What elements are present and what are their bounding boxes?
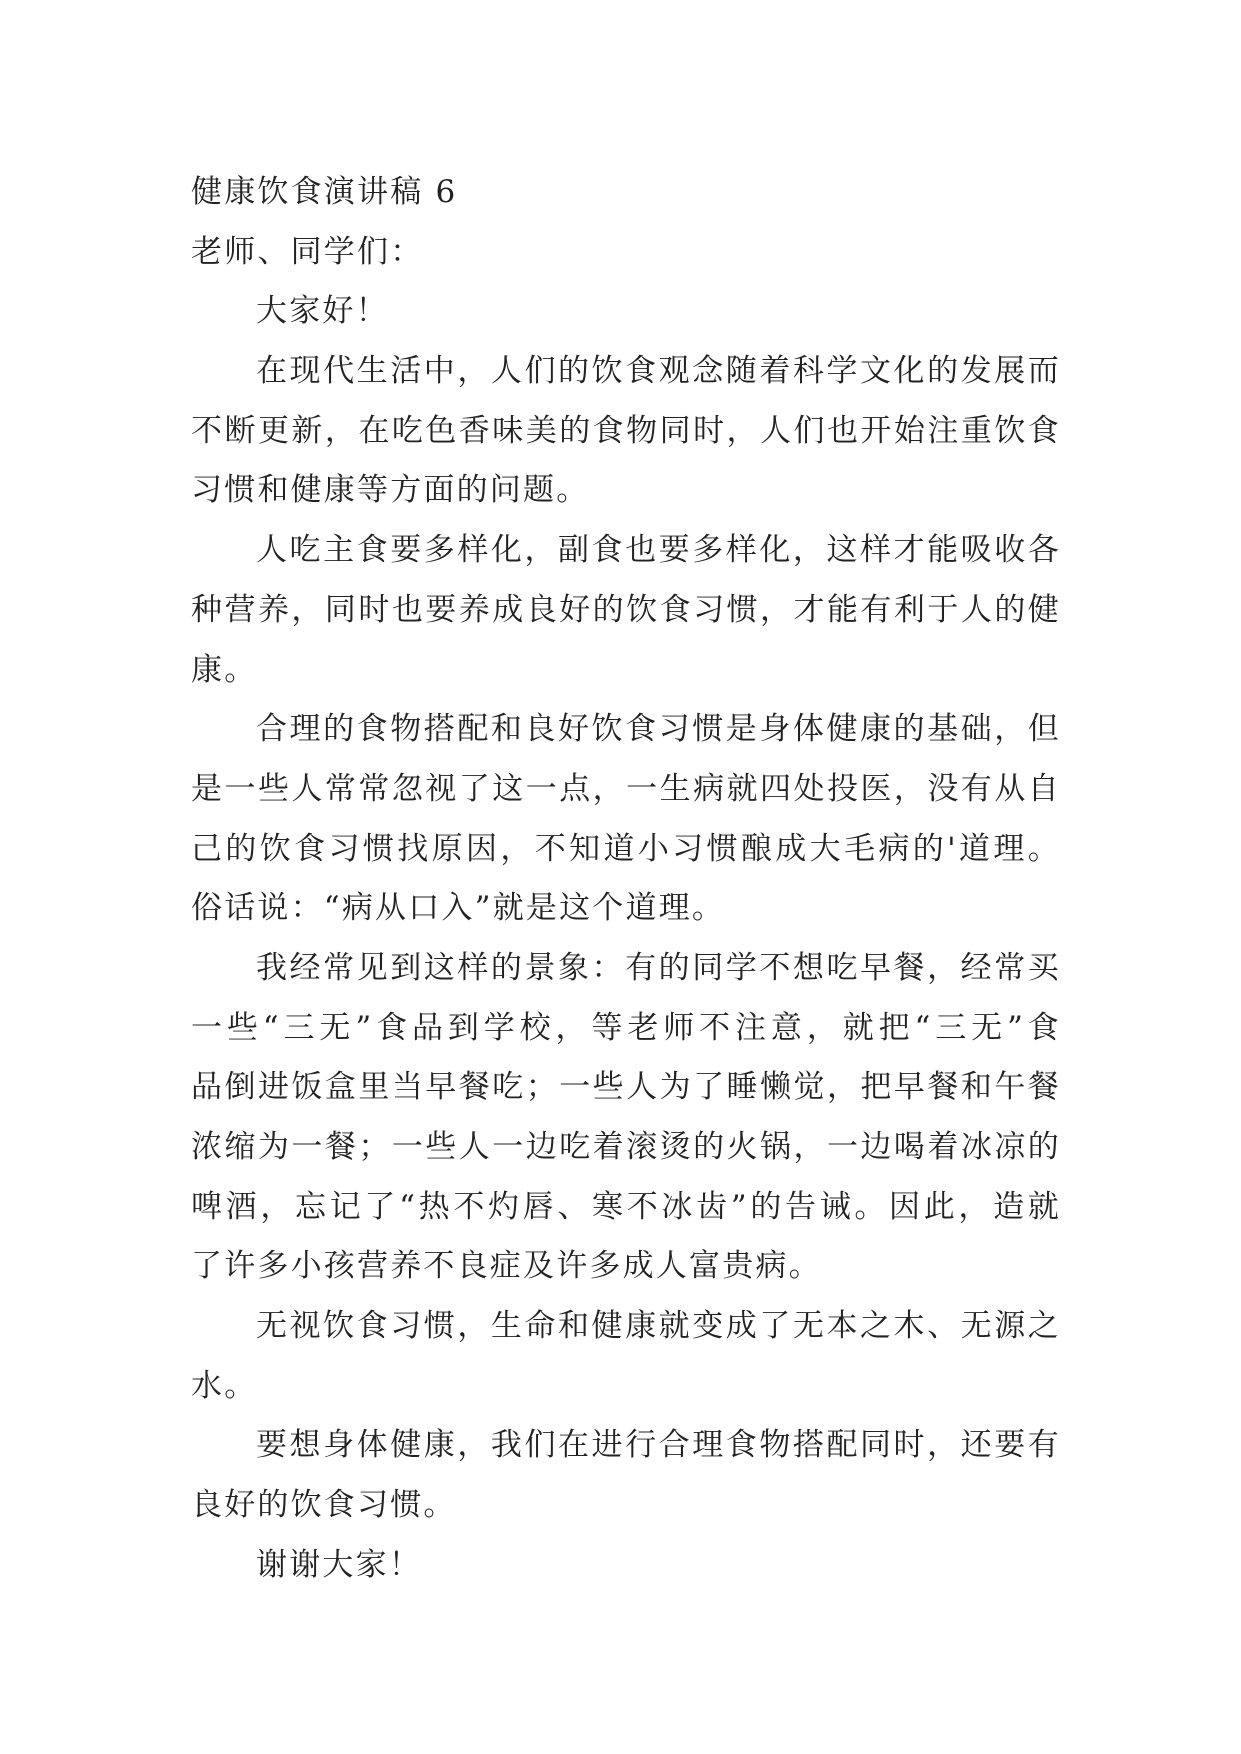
paragraph-line: 习惯和健康等方面的问题。 <box>191 472 590 509</box>
paragraph-line: 浓缩为一餐；一些人一边吃着滚烫的火锅，一边喝着冰凉的 <box>191 1129 1061 1165</box>
paragraph-line: 良好的饮食习惯。 <box>191 1487 457 1524</box>
paragraph-line: 了许多小孩营养不良症及许多成人富贵病。 <box>191 1248 822 1285</box>
paragraph-6 <box>191 1416 1061 1535</box>
paragraph-line: 啤酒，忘记了“热不灼唇、寒不冰齿”的告诫。因此，造就 <box>191 1188 1061 1225</box>
paragraph-line: 己的饮食习惯找原因，不知道小习惯酿成大毛病的'道理。 <box>191 830 1061 867</box>
document-title: 健康饮食演讲稿 6 <box>191 174 458 210</box>
paragraph-4 <box>191 939 1061 1297</box>
paragraph-2 <box>191 521 1061 700</box>
paragraph-line: 是一些人常常忽视了这一点，一生病就四处投医，没有从自 <box>191 770 1061 807</box>
paragraph-line: 合理的食物搭配和良好饮食习惯是身体健康的基础，但 <box>256 711 1061 748</box>
paragraph-line: 品倒进饭盒里当早餐吃；一些人为了睡懒觉，把早餐和午餐 <box>191 1069 1061 1106</box>
paragraph-3 <box>191 700 1061 939</box>
paragraph-line: 水。 <box>191 1367 258 1404</box>
paragraph-5 <box>191 1297 1061 1416</box>
paragraph-line: 俗话说：“病从口入”就是这个道理。 <box>191 890 726 927</box>
closing: 谢谢大家！ <box>256 1546 422 1583</box>
paragraph-line: 康。 <box>191 651 258 688</box>
paragraph-line: 不断更新，在吃色香味美的食物同时，人们也开始注重饮食 <box>191 412 1061 449</box>
salutation: 老师、同学们： <box>191 233 424 270</box>
paragraph-1 <box>191 342 1061 521</box>
greeting: 大家好！ <box>256 293 389 330</box>
paragraph-line: 无视饮食习惯，生命和健康就变成了无本之木、无源之 <box>256 1308 1061 1345</box>
paragraph-line: 种营养，同时也要养成良好的饮食习惯，才能有利于人的健 <box>191 591 1061 628</box>
paragraph-line: 一些“三无”食品到学校，等老师不注意，就把“三无”食 <box>191 1009 1061 1046</box>
paragraph-line: 人吃主食要多样化，副食也要多样化，这样才能吸收各 <box>256 532 1061 569</box>
paragraph-line: 在现代生活中，人们的饮食观念随着科学文化的发展而 <box>256 353 1061 390</box>
paragraph-line: 要想身体健康，我们在进行合理食物搭配同时，还要有 <box>256 1427 1061 1464</box>
paragraph-line: 我经常见到这样的景象：有的同学不想吃早餐，经常买 <box>256 949 1061 986</box>
speech-text <box>191 163 1061 1596</box>
